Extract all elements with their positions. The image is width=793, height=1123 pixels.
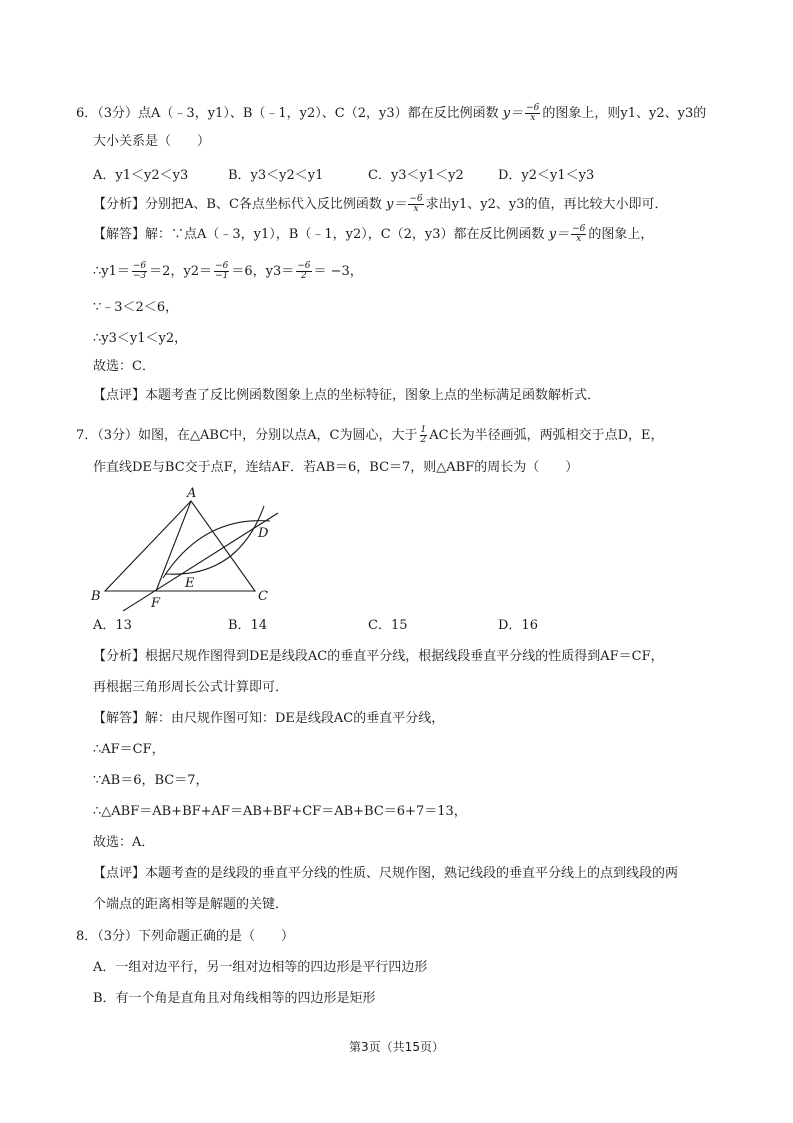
q6-comment: 【点评】本题考查了反比例函数图象上点的坐标特征，图象上点的坐标满足函数解析式． xyxy=(93,388,601,403)
arc-from-a xyxy=(163,521,270,578)
q6-option-b: B．y3＜y2＜y1 xyxy=(228,168,324,183)
q7-option-a: A．13 xyxy=(93,618,132,633)
q7-answer: 【解答】解：由尺规作图可知：DE是线段AC的垂直平分线， xyxy=(93,711,445,726)
label-e: E xyxy=(185,576,195,591)
q6-stem-line2: 大小关系是（ ） xyxy=(93,134,211,149)
q7-option-c: C．15 xyxy=(368,618,408,633)
q7-geometry-figure xyxy=(88,486,288,616)
q6-number: 6．（3分）点 xyxy=(76,106,152,121)
q6-stem-end: 的图象上，则y1、y2、y3的 xyxy=(542,106,707,121)
q6-choice: 故选：C． xyxy=(93,359,155,374)
arc-from-c xyxy=(166,506,264,574)
q6-step-compare: ∵﹣3＜2＜6， xyxy=(93,300,179,315)
label-d: D xyxy=(258,526,269,541)
q7-step-2: ∵AB＝6，BC＝7， xyxy=(93,773,209,788)
q6-points: A（﹣3，y1）、B（﹣1，y2）、C（2，y3）都在反比例函数 xyxy=(151,106,499,121)
q6-stem-line1 xyxy=(76,104,706,123)
q7-comment-line2: 个端点的距离相等是解题的关键． xyxy=(93,897,289,912)
q7-analysis-line1: 【分析】根据尺规作图得到DE是线段AC的垂直平分线，根据线段垂直平分线的性质得到AF＝CF， xyxy=(93,649,664,664)
q6-calc-fraction-2: $\frac{-6}{-1}$ xyxy=(215,261,229,281)
q7-comment-line1: 【点评】本题考查的是线段的垂直平分线的性质、尺规作图，熟记线段的垂直平分线上的点到线段的两 xyxy=(93,866,679,881)
q6-analysis: 【分析】分别把A、B、C各点坐标代入反比例函数 y＝ $\frac{-6}{x}$ 求出y1、y2、y3的值，再比较大小即可． xyxy=(93,194,668,214)
q8-option-a: A．一组对边平行，另一组对边相等的四边形是平行四边形 xyxy=(93,960,428,975)
q6-answer: 【解答】解：∵点A（﹣3，y1），B（﹣1，y2），C（2，y3）都在反比例函数 y＝ $\frac{-6}{x}$ 的图象上， xyxy=(93,224,654,244)
q6-calc-fraction-3: $\frac{-6}{2}$ xyxy=(297,261,311,281)
q6-option-a: A．y1＜y2＜y3 xyxy=(93,168,189,183)
triangle-abc xyxy=(105,501,255,591)
label-f: F xyxy=(151,596,161,611)
q7-step-1: ∴AF＝CF， xyxy=(93,742,165,757)
q6-option-c: C．y3＜y1＜y2 xyxy=(368,168,464,183)
q7-stem-line2: 作直线DE与BC交于点F，连结AF．若AB＝6，BC＝7，则△ABF的周长为（ ） xyxy=(93,460,579,475)
q6-func-fraction: $\frac{-6}{x}$ xyxy=(526,103,540,123)
q7-stem-line1: 7．（3分）如图，在△ABC中，分别以点A，C为圆心，大于 $\frac{1}{2}$ AC长为半径画弧，两弧相交于点D，E， xyxy=(76,425,664,445)
q7-half-fraction: $\frac{1}{2}$ xyxy=(420,425,427,445)
q6-calc-fraction-1: $\frac{-6}{-3}$ xyxy=(132,261,147,281)
q7-option-d: D．16 xyxy=(498,618,538,633)
page-footer: 第3页（共15页） xyxy=(349,1040,444,1054)
q7-choice: 故选：A． xyxy=(93,835,155,850)
q7-step-3: ∴△ABF＝AB+BF+AF＝AB+BF+CF＝AB+BC＝6+7＝13， xyxy=(93,804,467,819)
q6-analysis-fraction: $\frac{-6}{x}$ xyxy=(409,194,423,214)
label-a: A xyxy=(187,486,197,501)
q7-analysis-line2: 再根据三角形周长公式计算即可． xyxy=(93,680,289,695)
q6-func-lhs: y＝ xyxy=(502,106,524,121)
label-b: B xyxy=(91,589,101,604)
q8-option-b: B．有一个角是直角且对角线相等的四边形是矩形 xyxy=(93,991,376,1006)
q6-option-d: D．y2＜y1＜y3 xyxy=(498,168,595,183)
q7-option-b: B．14 xyxy=(228,618,268,633)
q6-step-result: ∴y3＜y1＜y2， xyxy=(93,331,188,346)
q6-calculation: ∴y1＝ $\frac{-6}{-3}$ ＝2，y2＝ $\frac{-6}{-1}$ ＝6，y3＝ $\frac{-6}{2}$ ＝ −3， xyxy=(93,261,363,281)
q8-stem: 8．（3分）下列命题正确的是（ ） xyxy=(76,929,295,944)
q6-answer-fraction: $\frac{-6}{x}$ xyxy=(572,224,586,244)
label-c: C xyxy=(258,589,268,604)
